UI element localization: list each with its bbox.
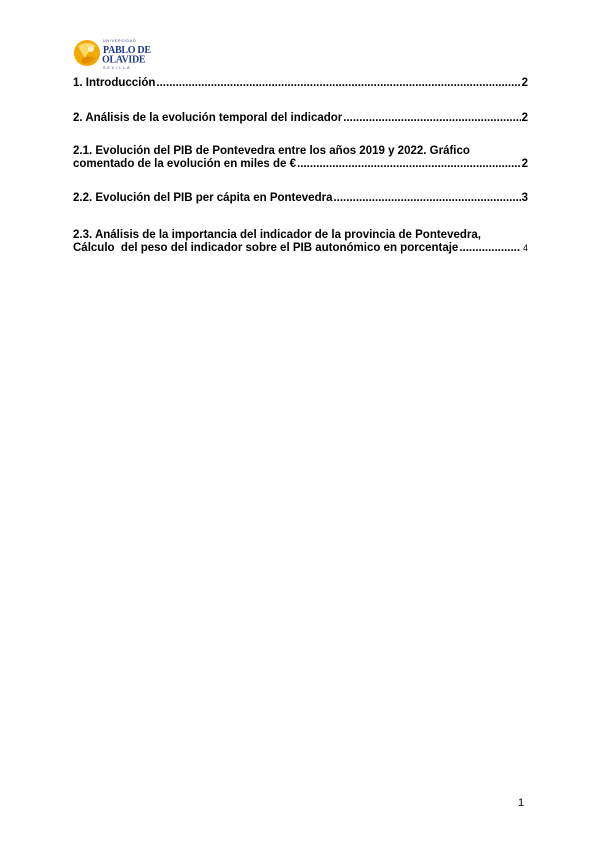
toc-entry-title: 2.2. Evolución del PIB per cápita en Pontevedra (73, 192, 333, 204)
toc-entry-title-line2: comentado de la evolución en miles de € (73, 158, 297, 170)
toc-leader-dots (156, 77, 520, 90)
toc-page-number: 2 (521, 112, 528, 124)
toc-leader-dots (343, 112, 520, 125)
toc-entry-importancia-indicador[interactable] (73, 229, 528, 255)
toc-leader-dots (459, 242, 520, 255)
toc-page-number: 2 (521, 77, 528, 89)
toc-entry-title-line1: 2.3. Análisis de la importancia del indicador de la provincia de Pontevedra, (73, 229, 481, 241)
toc-entry-pib-per-capita[interactable] (73, 192, 528, 205)
footer-page-number: 1 (518, 797, 525, 809)
toc-entry-analisis-evolucion[interactable] (73, 112, 528, 125)
toc-entry-introduccion[interactable] (73, 77, 528, 90)
toc-page-number: 2 (521, 158, 528, 170)
toc-page-number: 3 (521, 192, 528, 204)
toc-entry-title: 1. Introducción (73, 77, 156, 89)
logo-bottom-text: SEVILLA (103, 66, 132, 70)
toc-page-number: 4 (522, 243, 528, 253)
logo-line2-text: OLAVIDE (102, 54, 146, 66)
toc-entry-title: 2. Análisis de la evolución temporal del indicador (73, 112, 343, 124)
logo-top-text: UNIVERSIDAD (103, 39, 137, 43)
toc-entry-title-line1: 2.1. Evolución del PIB de Pontevedra entre los años 2019 y 2022. Gráfico (73, 145, 470, 157)
university-logo (73, 36, 153, 70)
logo-line1-text: PABLO DE (103, 45, 151, 56)
toc-entry-title-line2: Cálculo del peso del indicador sobre el PIB autonómico en porcentaje (73, 242, 459, 254)
toc-leader-dots (333, 192, 520, 205)
toc-leader-dots (297, 158, 521, 171)
toc-entry-evolucion-pib[interactable] (73, 145, 528, 171)
